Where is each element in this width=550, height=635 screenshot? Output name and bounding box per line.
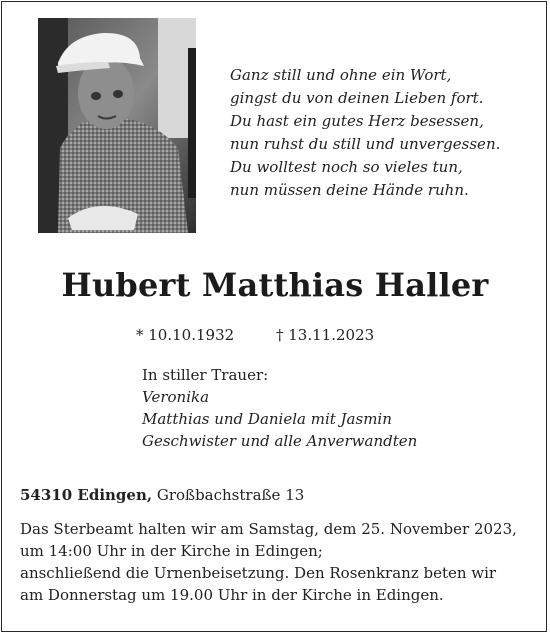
- notice-line: anschließend die Urnenbeisetzung. Den Rosenkranz beten wir: [20, 564, 497, 582]
- address-street: Großbachstraße 13: [156, 486, 305, 504]
- service-notice: [20, 518, 517, 606]
- poem-line: nun ruhst du still und unvergessen.: [230, 135, 501, 153]
- mourner-name: Matthias und Daniela mit Jasmin: [142, 410, 392, 428]
- notice-line: um 14:00 Uhr in der Kirche in Edingen;: [20, 542, 323, 560]
- life-dates: [136, 326, 375, 344]
- notice-line: Das Sterbeamt halten wir am Samstag, dem 25. November 2023,: [20, 520, 517, 538]
- poem-line: Du hast ein gutes Herz besessen,: [230, 112, 484, 130]
- mourner-name: Veronika: [142, 388, 210, 406]
- portrait-photo: [38, 18, 196, 233]
- birth-date: * 10.10.1932: [136, 326, 235, 344]
- death-date: † 13.11.2023: [276, 326, 375, 344]
- mourners-block: [142, 364, 417, 452]
- address-line: [20, 486, 304, 504]
- poem-line: gingst du von deinen Lieben fort.: [230, 89, 484, 107]
- notice-line: am Donnerstag um 19.00 Uhr in der Kirche in Edingen.: [20, 586, 444, 604]
- mourner-name: Geschwister und alle Anverwandten: [142, 432, 418, 450]
- poem-line: nun müssen deine Hände ruhn.: [230, 181, 469, 199]
- mourners-heading: In stiller Trauer:: [142, 366, 269, 384]
- deceased-name: Hubert Matthias Haller: [61, 266, 489, 304]
- address-city: 54310 Edingen,: [20, 486, 153, 504]
- poem-line: Ganz still und ohne ein Wort,: [230, 66, 452, 84]
- memorial-poem: [230, 64, 500, 202]
- poem-line: Du wolltest noch so vieles tun,: [230, 158, 463, 176]
